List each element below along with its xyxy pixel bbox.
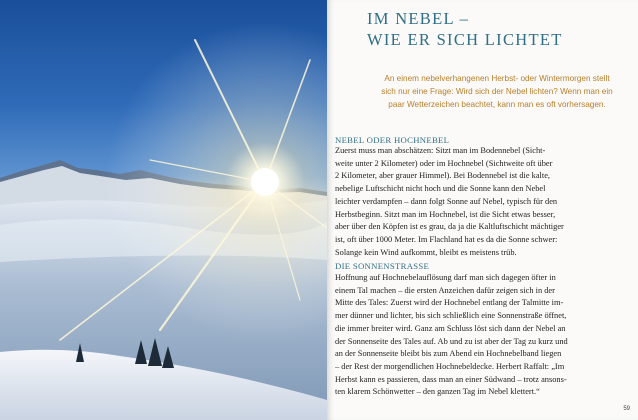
title-line: WIE ER SICH LICHTET	[367, 30, 563, 49]
body-line: leichter verdampfen – dann folgt Sonne auf Nebel, typisch für den	[335, 196, 558, 206]
section-heading: NEBEL ODER HOCHNEBEL	[335, 135, 450, 145]
intro-line: An einem nebelverhangenen Herbst- oder Wintermorgen stellt	[384, 74, 610, 83]
body-line: einem Tal machen – die ersten Anzeichen dafür zeigen sich in der	[335, 285, 555, 295]
intro-text	[362, 72, 632, 111]
intro-line: sich nur eine Frage: Wird sich der Nebel lichten? Wenn man ein	[381, 87, 613, 96]
body-line: der Sonnenseite des Tales auf. Ab und zu ist aber der Tag zu kurz und	[335, 336, 568, 346]
body-line: ten klarem Schönwetter – den ganzen Tag im Nebel klettert.“	[335, 387, 540, 397]
body-line: an der Sonnenseite bleibt bis zum Abend ein Hochnebelband liegen	[335, 349, 562, 359]
section-body	[335, 145, 631, 259]
text-page	[327, 0, 638, 420]
body-line: Herbstbeginn. Sitzt man im Hochnebel, ist die Sicht etwas besser,	[335, 209, 556, 219]
section-body	[335, 272, 631, 399]
body-line: Mitte des Tales: Zuerst wird der Hochnebel entlang der Talmitte im-	[335, 298, 564, 308]
body-line: mer dünner und lichter, bis sich schließlich eine Sonnenstraße öffnet,	[335, 311, 567, 321]
body-line: – der Rest der morgendlichen Hochnebeldecke. Herbert Raffalt: „Im	[335, 361, 565, 371]
section-heading: DIE SONNENSTRASSE	[335, 261, 430, 271]
body-line: die immer breiter wird. Ganz am Schluss löst sich dann der Nebel an	[335, 323, 566, 333]
body-line: Zuerst muss man abschätzen: Sitzt man im Bodennebel (Sicht-	[335, 146, 546, 155]
title-line: IM NEBEL –	[367, 9, 470, 28]
body-line: Hoffnung auf Hochnebelauflösung darf man sich dagegen öfter in	[335, 273, 556, 282]
page-title	[367, 8, 627, 50]
intro-line: paar Wetterzeichen beachtet, kann man es oft vorhersagen.	[388, 100, 606, 109]
body-line: aber über den Köpfen ist es grau, da ja die Kaltluftschicht mächtiger	[335, 222, 564, 232]
body-line: Solange kein Wind aufkommt, bleibt es meistens trüb.	[335, 247, 517, 257]
body-line: Herbst kann es passieren, dass man an einer Südwand – trotz ansons-	[335, 374, 567, 384]
body-line: nebelige Luftschicht nicht hoch und die Sonne kann den Nebel	[335, 184, 546, 194]
body-line: ist, oft über 1000 Meter. Im Flachland hat es da die Sonne schwer:	[335, 234, 558, 244]
body-line: weite unter 2 Kilometer) oder im Hochnebel (Sichtweite oft über	[335, 158, 553, 168]
body-line: 2 Kilometer, aber grauer Himmel). Bei Bodennebel ist die kalte,	[335, 171, 551, 181]
page-number: 59	[623, 406, 630, 412]
